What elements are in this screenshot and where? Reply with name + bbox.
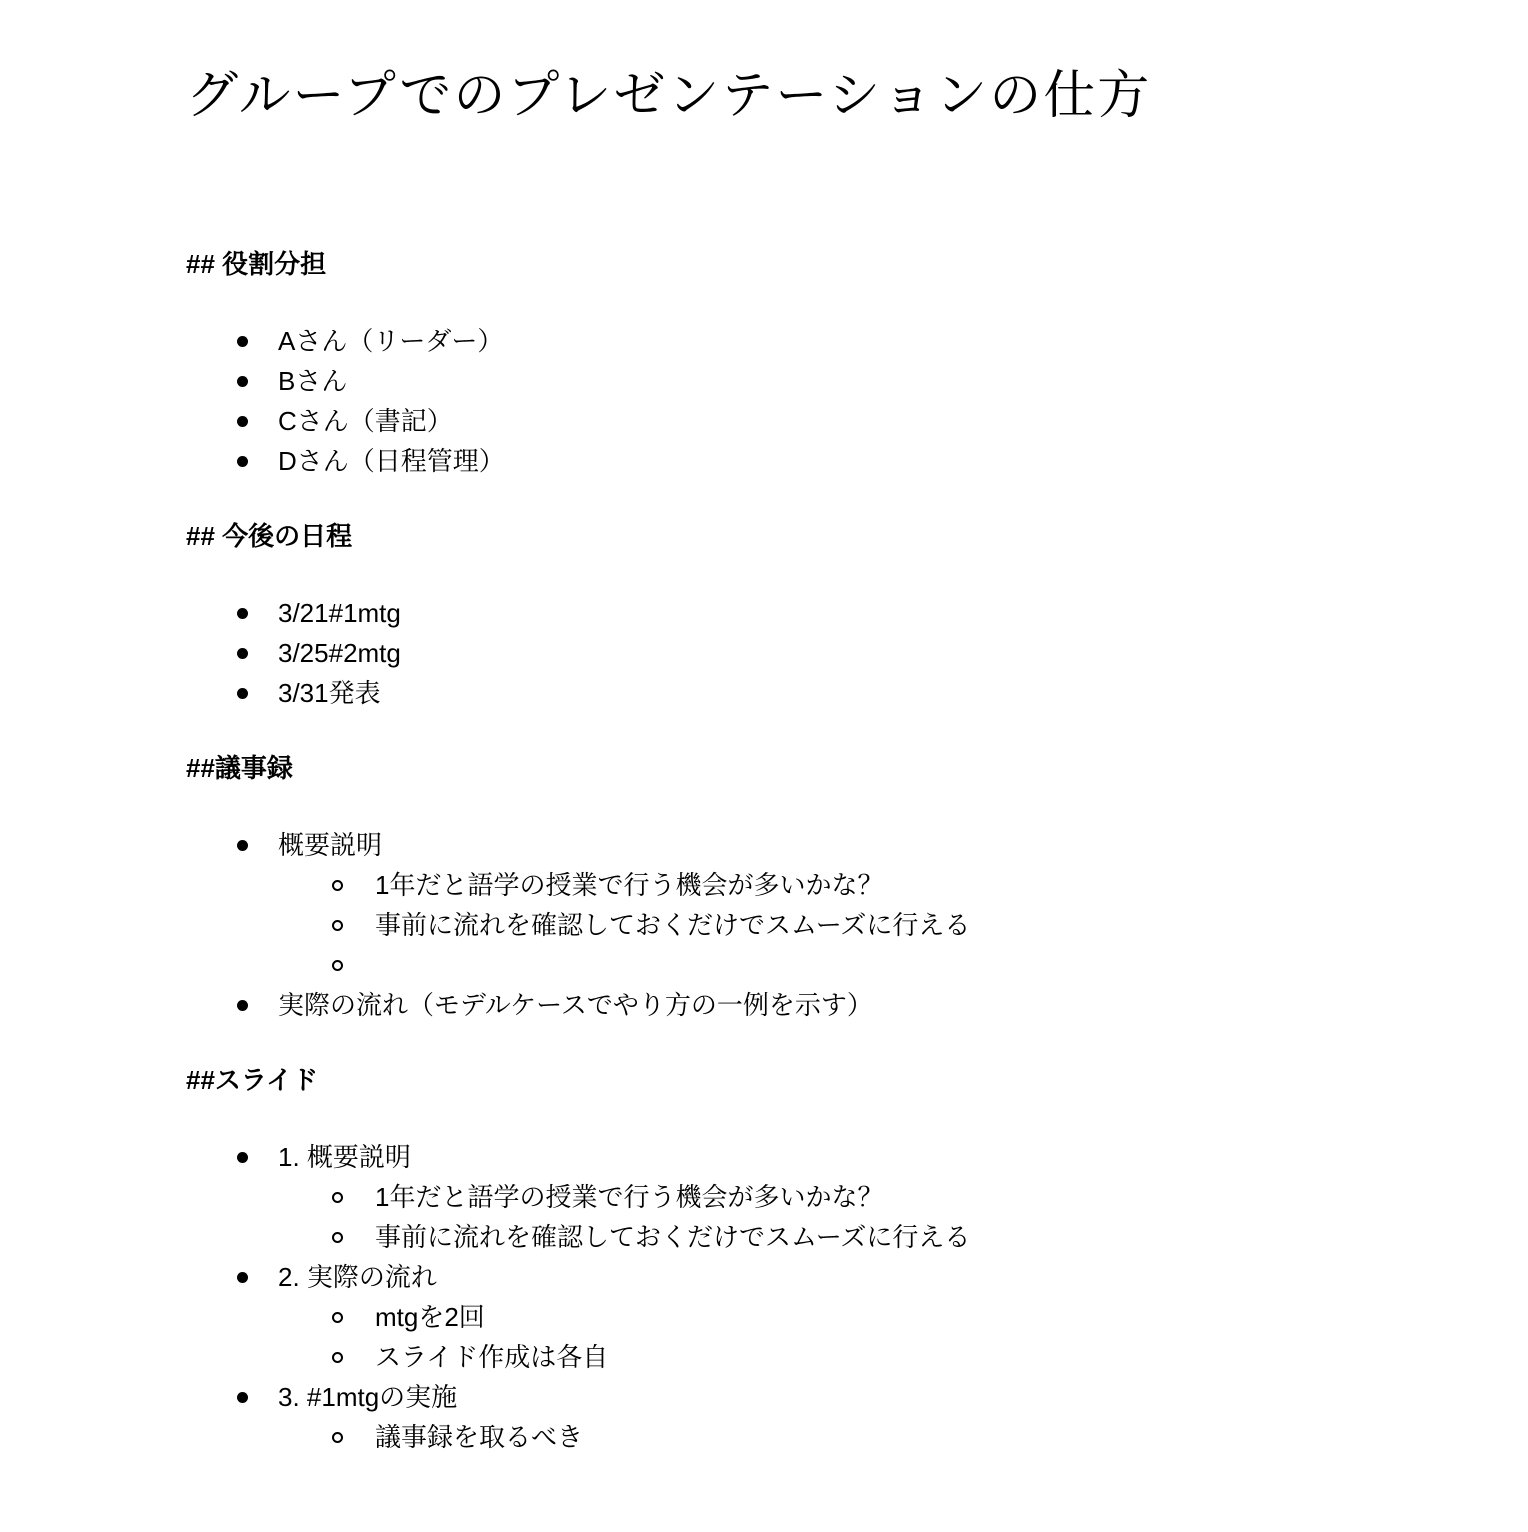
list-item <box>186 1137 1488 1177</box>
list-item-text: Aさん（リーダー） <box>278 326 504 356</box>
list-item-text: 事前に流れを確認しておくだけでスムーズに行える <box>375 910 971 940</box>
list-subitem <box>186 1417 1488 1457</box>
list-subitem-empty <box>186 945 1488 985</box>
list-item <box>186 633 1488 673</box>
list-item-text: 事前に流れを確認しておくだけでスムーズに行える <box>375 1222 971 1252</box>
list-subitem <box>186 1297 1488 1337</box>
schedule-list <box>186 593 1488 713</box>
list-item <box>186 985 1488 1025</box>
list-item-text: Dさん（日程管理） <box>278 446 505 476</box>
section-heading-slides: ##スライド <box>186 1065 319 1095</box>
list-subitem <box>186 1177 1488 1217</box>
list-subitem <box>186 1217 1488 1257</box>
list-item-text: mtgを2回 <box>375 1302 485 1332</box>
minutes-list <box>186 825 1488 1025</box>
list-item <box>186 401 1488 441</box>
list-subitem <box>186 865 1488 905</box>
page-title: グループでのプレゼンテーションの仕方 <box>186 67 1152 125</box>
list-item-text: 1. 概要説明 <box>278 1142 411 1172</box>
list-item <box>186 321 1488 361</box>
list-item <box>186 825 1488 865</box>
list-item-text: スライド作成は各自 <box>375 1342 609 1372</box>
list-item-text: 1年だと語学の授業で行う機会が多いかな？ <box>375 1182 884 1212</box>
list-item-text: 3. #1mtgの実施 <box>278 1382 458 1412</box>
list-item-text: 実際の流れ（モデルケースでやり方の一例を示す） <box>278 990 873 1020</box>
list-item <box>186 441 1488 481</box>
list-item-text: 1年だと語学の授業で行う機会が多いかな？ <box>375 870 884 900</box>
list-item-text: Cさん（書記） <box>278 406 453 436</box>
list-item-text: 2. 実際の流れ <box>278 1262 437 1292</box>
list-item-text: Bさん <box>278 366 348 396</box>
slides-list <box>186 1137 1488 1457</box>
list-subitem <box>186 905 1488 945</box>
list-item-text: 概要説明 <box>278 830 383 860</box>
list-item-text: 3/25#2mtg <box>278 638 401 668</box>
list-item-text: 議事録を取るべき <box>375 1422 584 1452</box>
list-item-text: 3/21#1mtg <box>278 598 401 628</box>
section-heading-minutes: ##議事録 <box>186 753 293 783</box>
roles-list <box>186 321 1488 481</box>
section-heading-roles: ## 役割分担 <box>186 249 327 279</box>
list-item <box>186 1377 1488 1417</box>
list-item <box>186 1257 1488 1297</box>
list-item <box>186 593 1488 633</box>
section-heading-schedule: ## 今後の日程 <box>186 521 353 551</box>
list-subitem <box>186 1337 1488 1377</box>
list-item-text: 3/31発表 <box>278 678 381 708</box>
list-item <box>186 673 1488 713</box>
list-item <box>186 361 1488 401</box>
